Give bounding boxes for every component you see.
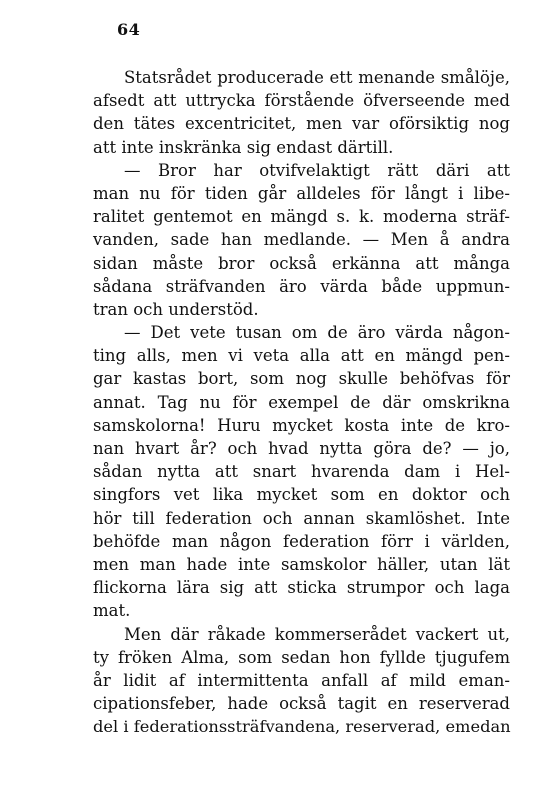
- text-line: afsedt att uttrycka förstående öfverseende med: [93, 91, 510, 111]
- text-line: ty fröken Alma, som sedan hon fyllde tjugufem: [93, 647, 510, 667]
- text-line: sådan nytta att snart hvarenda dam i Hel-: [93, 462, 510, 482]
- text-line: samskolorna! Huru mycket kosta inte de kro-: [93, 415, 510, 435]
- text-line: men man hade inte samskolor häller, utan lät: [93, 554, 510, 574]
- text-line: — Bror har otvifvelaktigt rätt däri att: [124, 160, 510, 180]
- text-line: gar kastas bort, som nog skulle behöfvas för: [93, 369, 510, 389]
- text-line: sådana sträfvanden äro värda både uppmun-: [93, 276, 510, 296]
- text-line: annat. Tag nu för exempel de där omskrikna: [93, 392, 510, 412]
- text-line: tran och understöd.: [93, 299, 259, 319]
- text-line: hör till federation och annan skamlöshet. Inte: [93, 508, 510, 528]
- text-line: ting alls, men vi veta alla att en mängd pen-: [93, 346, 510, 366]
- text-line: mat.: [93, 601, 131, 621]
- text-line: cipationsfeber, hade också tagit en reserverad: [93, 694, 510, 714]
- text-line: man nu för tiden går alldeles för långt i libe-: [93, 183, 510, 203]
- text-line: nan hvart år? och hvad nytta göra de? — jo,: [93, 439, 510, 458]
- text-line: flickorna lära sig att sticka strumpor och laga: [93, 578, 510, 598]
- text-line: behöfde man någon federation förr i världen,: [93, 531, 510, 551]
- text-line: — Det vete tusan om de äro värda någon-: [124, 323, 510, 343]
- text-line: att inte inskränka sig endast därtill.: [93, 137, 394, 157]
- text-line: den tätes excentricitet, men var oförsiktig nog: [93, 114, 510, 134]
- text-line: vanden, sade han medlande. — Men å andra: [93, 230, 510, 250]
- page-number: 64: [117, 20, 141, 39]
- text-line: år lidit af intermittenta anfall af mild eman-: [93, 670, 510, 690]
- text-line: Men där råkade kommerserådet vackert ut,: [124, 624, 510, 644]
- text-line: del i federationssträfvandena, reserverad, emedan: [93, 717, 511, 737]
- text-line: ralitet gentemot en mängd s. k. moderna sträf-: [93, 207, 510, 227]
- text-line: singfors vet lika mycket som en doktor och: [93, 485, 510, 505]
- text-line: Statsrådet producerade ett menande smålöje,: [124, 68, 510, 87]
- body-text: [93, 66, 510, 738]
- text-line: sidan måste bror också erkänna att många: [93, 253, 510, 273]
